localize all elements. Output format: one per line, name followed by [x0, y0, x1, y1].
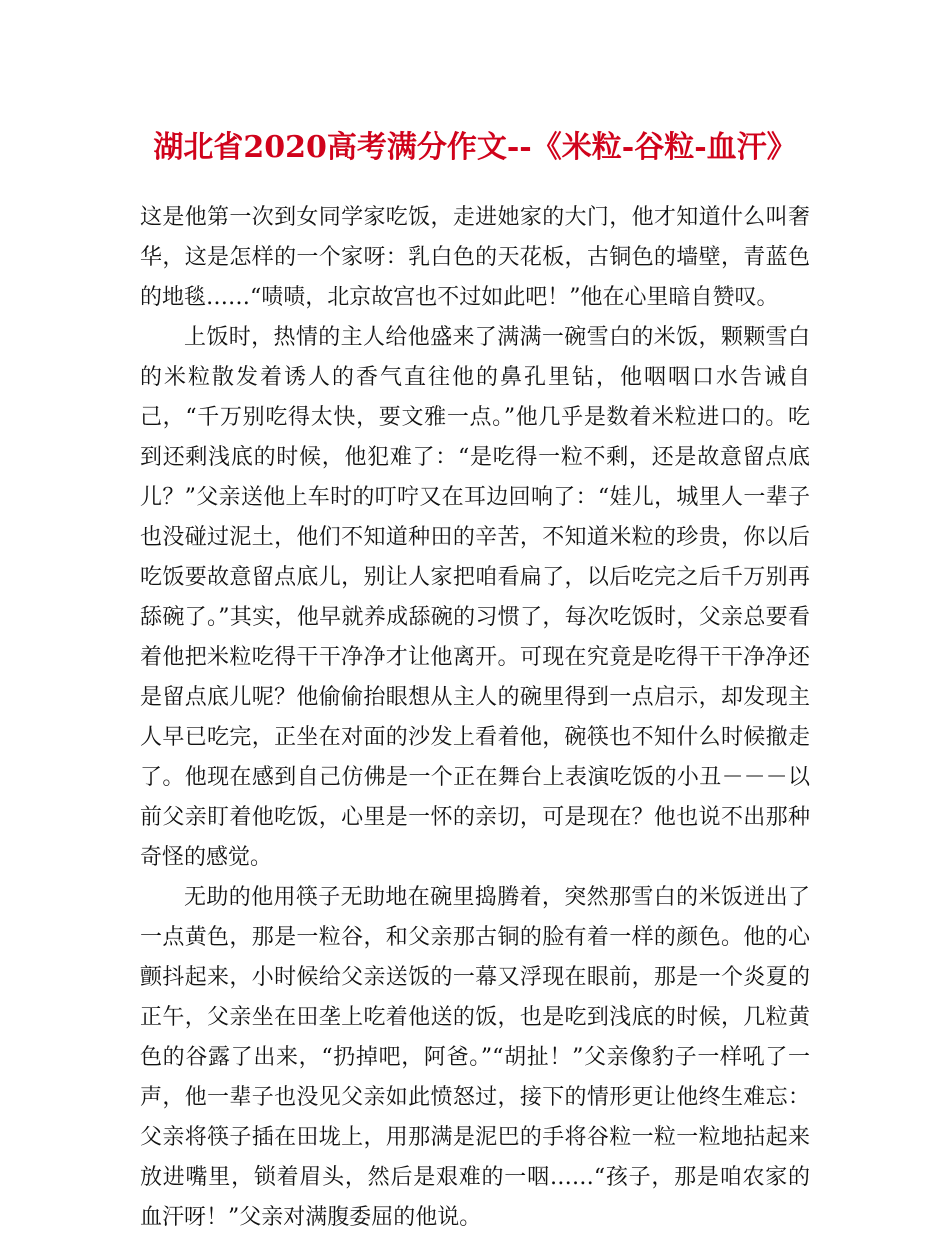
- document-title: 湖北省2020高考满分作文--《米粒-谷粒-血汗》: [153, 130, 797, 165]
- paragraph-1: 这是他第一次到女同学家吃饭，走进她家的大门，他才知道什么叫奢华，这是怎样的一个家呀：乳白色的天花板，古铜色的墙壁，青蓝色的地毯……“啧啧，北京故宫也不过如此吧！”他在心里暗自赞叹。: [140, 205, 810, 310]
- paragraph-2: 上饭时，热情的主人给他盛来了满满一碗雪白的米饭，颗颗雪白的米粒散发着诱人的香气直往他的鼻孔里钻，他咽咽口水告诫自己，“千万别吃得太快，要文雅一点。”他几乎是数着米粒进口的。吃到还剩浅底的时候，他犯难了：“是吃得一粒不剩，还是故意留点底儿？”父亲送他上车时的叮咛又在耳边回响了：“娃儿，城里人一辈子也没碰过泥土，他们不知道种田的辛苦，不知道米粒的珍贵，你以后吃饭要故意留点底儿，别让人家把咱看扁了，以后吃完之后千万别再舔碗了。”其实，他早就养成舔碗的习惯了，每次吃饭时，父亲总要看着他把米粒吃得干干净净才让他离开。可现在究竟是吃得干干净净还是留点底儿呢？他偷偷抬眼想从主人的碗里得到一点启示，却发现主人早已吃完，正坐在对面的沙发上看着他，碗筷也不知什么时候撤走了。他现在感到自己仿佛是一个正在舞台上表演吃饭的小丑－－－以前父亲盯着他吃饭，心里是一怀的亲切，可是现在？他也说不出那种奇怪的感觉。: [140, 325, 810, 870]
- essay-body: [140, 198, 810, 1238]
- paragraph-3: 无助的他用筷子无助地在碗里捣腾着，突然那雪白的米饭迸出了一点黄色，那是一粒谷，和父亲那古铜的脸有着一样的颜色。他的心颤抖起来，小时候给父亲送饭的一幕又浮现在眼前，那是一个炎夏的正午，父亲坐在田垄上吃着他送的饭，也是吃到浅底的时候，几粒黄色的谷露了出来，“扔掉吧，阿爸。”“胡扯！”父亲像豹子一样吼了一声，他一辈子也没见父亲如此愤怒过，接下的情形更让他终生难忘：父亲将筷子插在田垅上，用那满是泥巴的手将谷粒一粒一粒地拈起来放进嘴里，锁着眉头，然后是艰难的一咽……“孩子，那是咱农家的血汗呀！”父亲对满腹委屈的他说。: [140, 885, 810, 1230]
